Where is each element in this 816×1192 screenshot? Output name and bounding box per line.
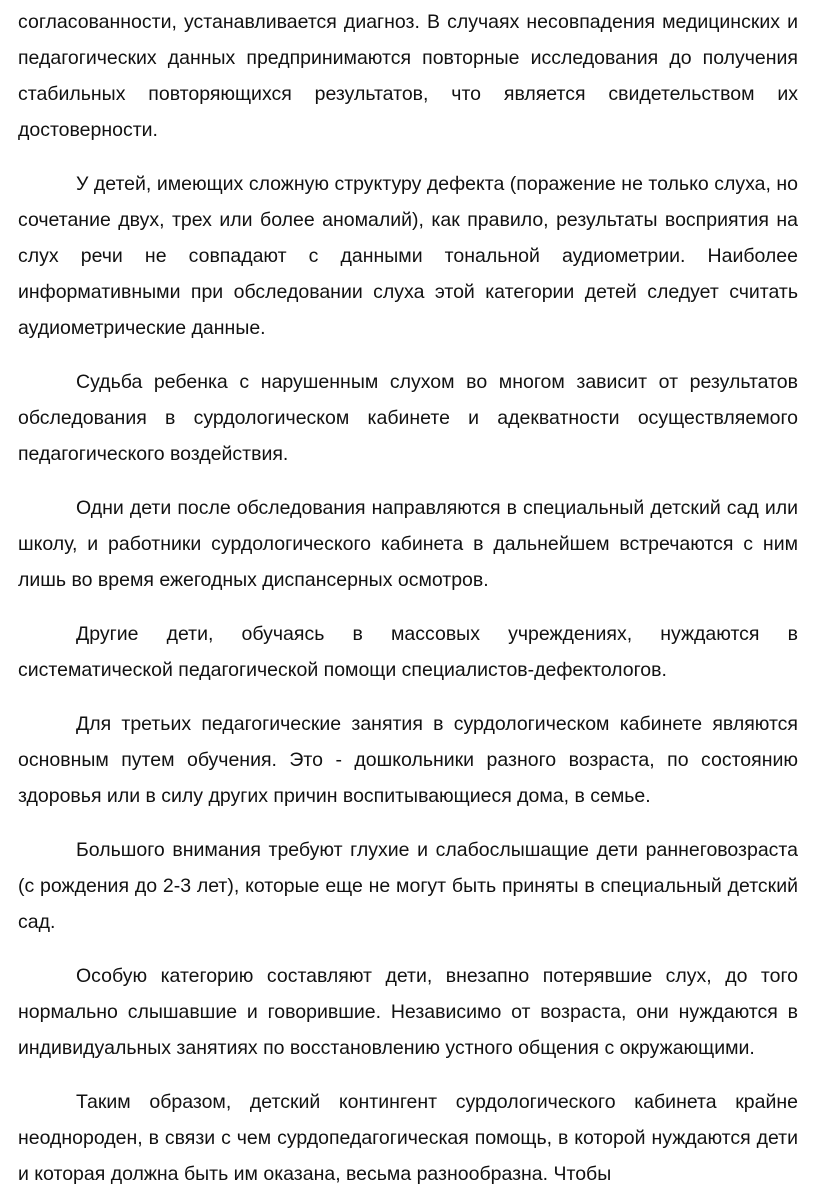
paragraph-child-fate: Судьба ребенка с нарушенным слухом во многом зависит от результатов обследования в сурдологическом кабинете и адекватности осуществляемого педагогического воздействия. (18, 371, 798, 465)
paragraph-early-age: Большого внимания требуют глухие и слабослышащие дети раннеговозраста (с рождения до 2-3 лет), которые еще не могут быть приняты в специальный детский сад. (18, 839, 798, 933)
paragraph-complex-defect: У детей, имеющих сложную структуру дефекта (поражение не только слуха, но сочетание двух, трех или более аномалий), как правило, результаты восприятия на слух речи не совпадают с данными тональной аудиометрии. Наиболее информативными при обследовании слуха этой категории детей следует считать аудиометрические данные. (18, 173, 798, 339)
paragraph-conclusion: Таким образом, детский контингент сурдологического кабинета крайне неоднороден, в связи с чем сурдопедагогическая помощь, в которой нуждаются дети и которая должна быть им оказана, весьма разнообразна. Чтобы (18, 1091, 798, 1185)
paragraph-mass-institutions: Другие дети, обучаясь в массовых учреждениях, нуждаются в систематической педагогической помощи специалистов-дефектологов. (18, 623, 798, 681)
paragraph-home-education: Для третьих педагогические занятия в сурдологическом кабинете являются основным путем обучения. Это - дошкольники разного возраста, по состоянию здоровья или в силу других причин воспитывающиеся дома, в семье. (18, 713, 798, 807)
paragraph-special-school: Одни дети после обследования направляются в специальный детский сад или школу, и работники сурдологического кабинета в дальнейшем встречаются с ним лишь во время ежегодных диспансерных осмотров. (18, 497, 798, 591)
paragraph-sudden-loss: Особую категорию составляют дети, внезапно потерявшие слух, до того нормально слышавшие и говорившие. Независимо от возраста, они нуждаются в индивидуальных занятиях по восстановлению устного общения с окружающими. (18, 965, 798, 1059)
paragraph-diagnosis-continuation: согласованности, устанавливается диагноз. В случаях несовпадения медицинских и педагогических данных предпринимаются повторные исследования до получения стабильных повторяющихся результатов, что является свидетельством их достоверности. (18, 11, 798, 141)
